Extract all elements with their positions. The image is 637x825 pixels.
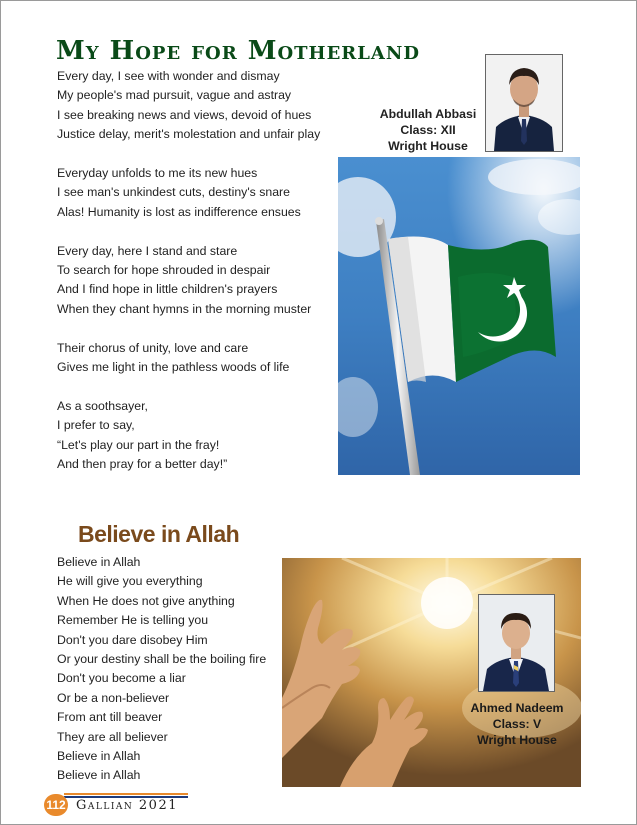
page-number: 112: [44, 794, 68, 816]
author1-credit: [372, 106, 484, 154]
poem-line: From ant till beaver: [57, 710, 163, 725]
poem-line: Believe in Allah: [57, 749, 141, 764]
poem-line: When they chant hymns in the morning muster: [57, 301, 312, 316]
poem-line: I prefer to say,: [57, 418, 135, 433]
poem1-title: My Hope for Motherland: [56, 36, 420, 66]
poem1-body: [57, 67, 320, 474]
stanza-gap: [57, 145, 320, 164]
author1-name: Abdullah Abbasi: [379, 107, 477, 121]
poem-line: Every day, here I stand and stare: [57, 243, 238, 258]
poem-line: Or be a non-believer: [57, 690, 170, 705]
poem-line: I see man's unkindest cuts, destiny's snare: [57, 185, 290, 200]
poem-line: “Let's play our part in the fray!: [57, 437, 220, 452]
poem-line: My people's mad pursuit, vague and astray: [57, 88, 292, 103]
poem-line: Their chorus of unity, love and care: [57, 340, 249, 355]
author2-photo: [478, 594, 555, 692]
poem-line: Every day, I see with wonder and dismay: [57, 69, 280, 83]
author2-name: Ahmed Nadeem: [470, 701, 564, 715]
author2-credit: [462, 700, 572, 748]
poem-line: As a soothsayer,: [57, 398, 148, 413]
poem-line: Don't you dare disobey Him: [57, 632, 208, 647]
poem-line: Or your destiny shall be the boiling fire: [57, 652, 267, 667]
poem-line: He will give you everything: [57, 574, 203, 589]
author2-house: Wright House: [477, 733, 557, 747]
poem2-title: Believe in Allah: [78, 521, 240, 547]
poem-line: Gives me light in the pathless woods of life: [57, 360, 290, 375]
stanza-gap: [57, 319, 320, 338]
poem-line: Believe in Allah: [57, 555, 141, 569]
author2-class: Class: V: [492, 717, 542, 731]
pakistan-flag-image: [338, 157, 580, 475]
poem-line: When He does not give anything: [57, 593, 235, 608]
author1-house: Wright House: [388, 139, 468, 153]
poem-line: I see breaking news and views, devoid of hues: [57, 107, 312, 122]
footer-bar-orange: [64, 793, 188, 795]
poem-line: Everyday unfolds to me its new hues: [57, 166, 258, 181]
author1-class: Class: XII: [400, 123, 456, 137]
stanza-gap: [57, 222, 320, 241]
poem-line: And then pray for a better day!”: [57, 457, 228, 472]
author1-photo: [485, 54, 563, 152]
stanza-gap: [57, 377, 320, 396]
poem-line: Believe in Allah: [57, 768, 141, 783]
poem2-body: [57, 553, 266, 786]
poem-line: To search for hope shrouded in despair: [57, 263, 271, 278]
poem-line: Alas! Humanity is lost as indifference ensues: [57, 204, 301, 219]
poem-line: Justice delay, merit's molestation and unfair play: [57, 127, 321, 142]
poem-line: Don't you become a liar: [57, 671, 186, 686]
poem-line: And I find hope in little children's prayers: [57, 282, 278, 297]
poem-line: Remember He is telling you: [57, 613, 209, 628]
magazine-name: Gallian 2021: [76, 798, 178, 813]
poem-line: They are all believer: [57, 729, 168, 744]
